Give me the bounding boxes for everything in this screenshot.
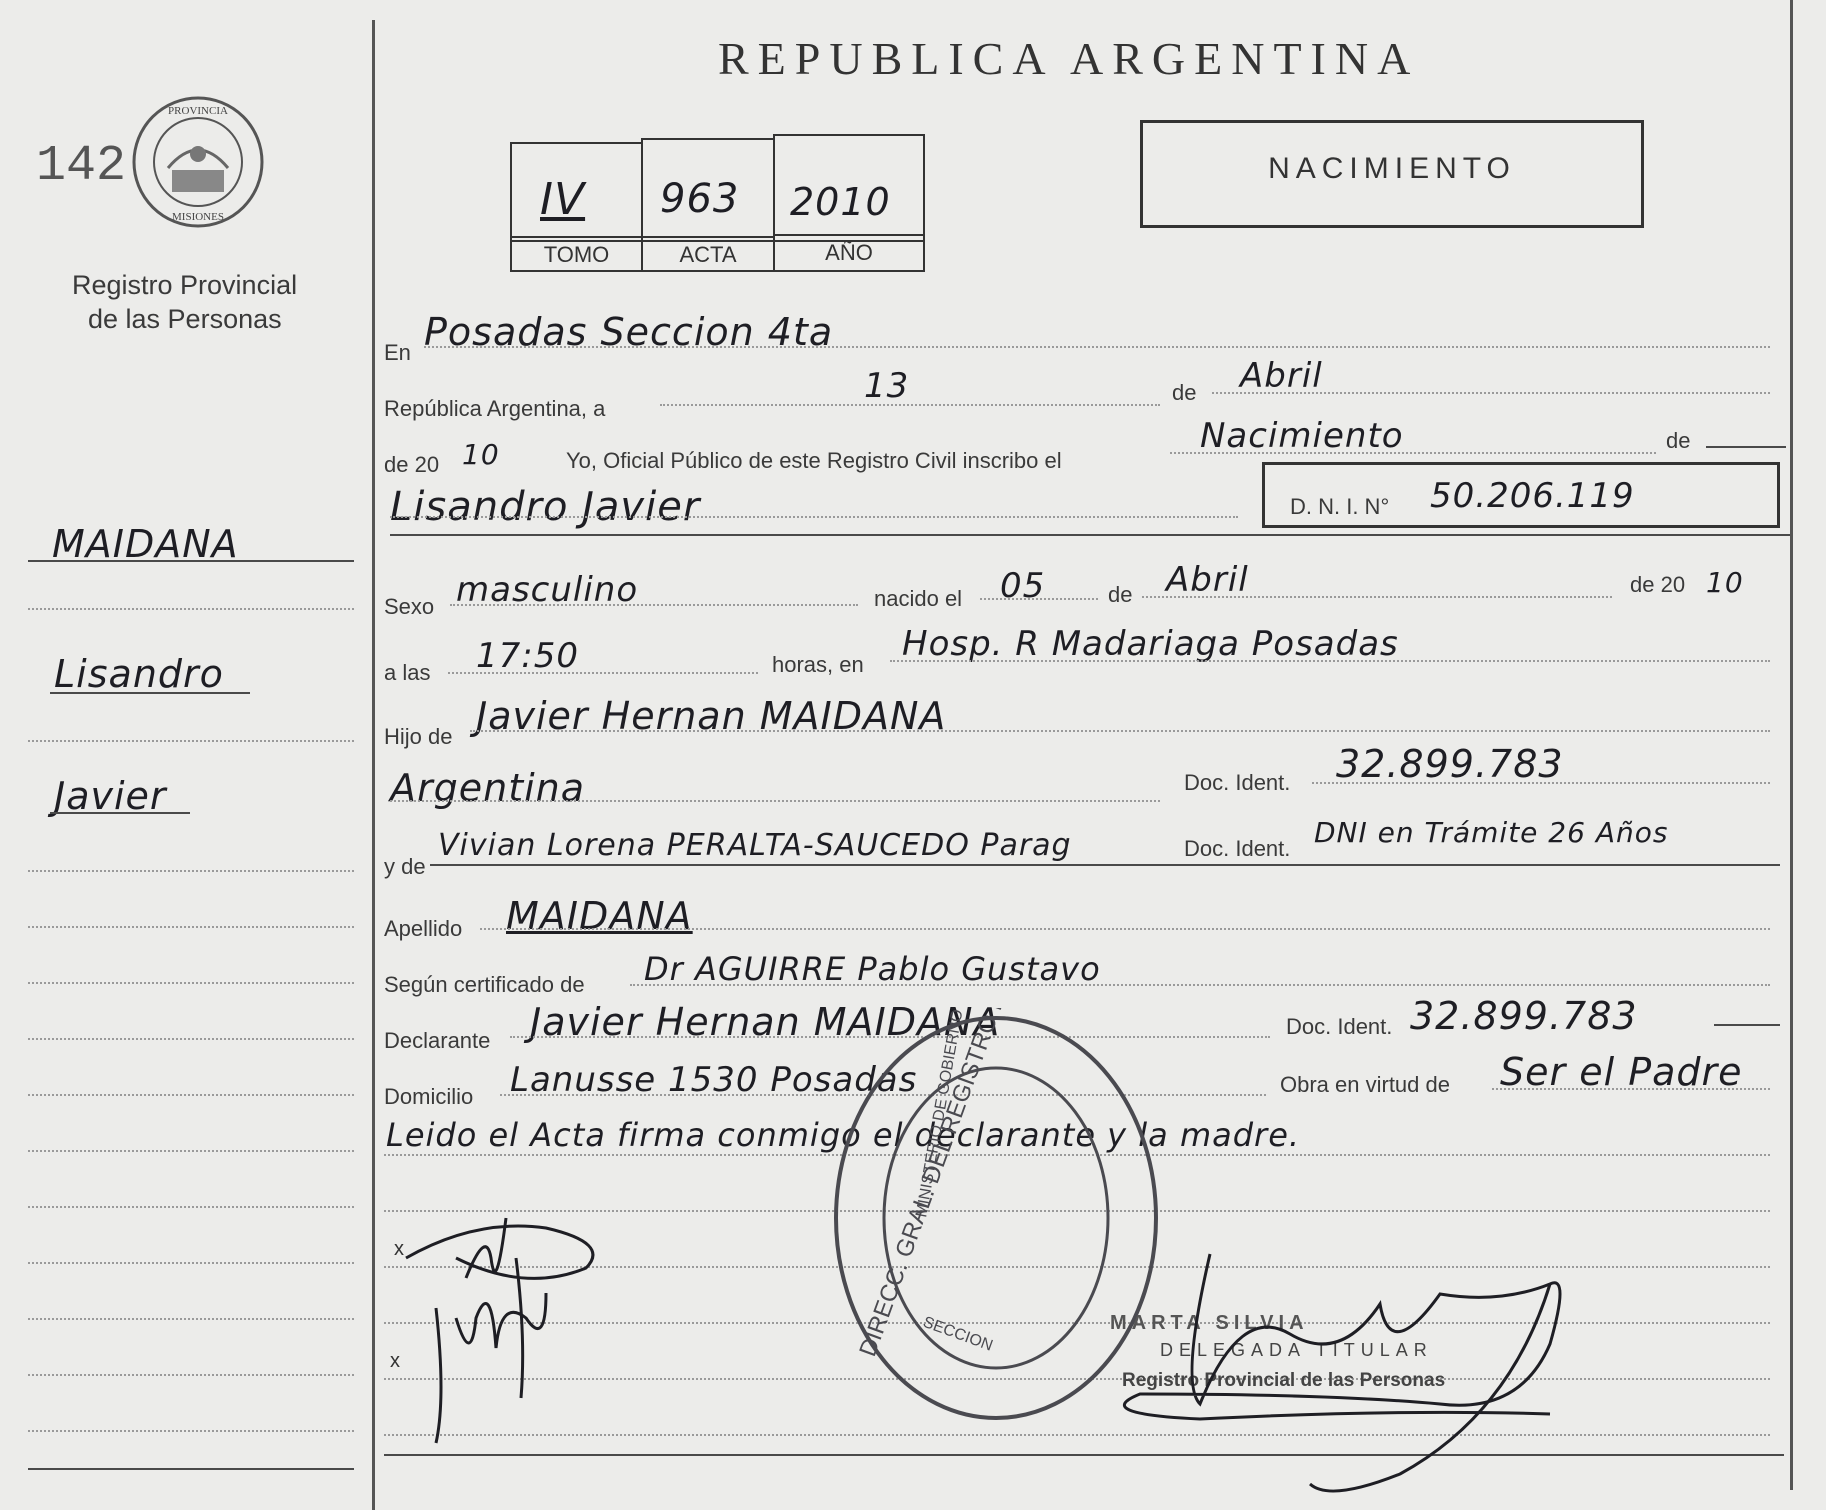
label-y-de: y de [384, 854, 426, 879]
birth-month-value: Abril [1166, 560, 1249, 600]
label-apellido: Apellido [384, 916, 463, 941]
label-yo-oficial: Yo, Oficial Público de este Registro Civil inscribo el [566, 448, 1062, 473]
official-title: DELEGADA TITULAR [1160, 1340, 1433, 1360]
anio-value: 2010 [790, 180, 891, 224]
label-doc-ident-3: Doc. Ident. [1286, 1014, 1393, 1039]
label-domicilio: Domicilio [384, 1084, 474, 1109]
registry-name-line2: de las Personas [88, 304, 282, 334]
birth-day-value: 05 [1000, 566, 1046, 606]
day-value: 13 [864, 366, 910, 406]
doctor-value: Dr AGUIRRE Pablo Gustavo [644, 950, 1101, 988]
acta-value: 963 [660, 176, 740, 222]
margin-second-name: Javier [54, 774, 167, 818]
act-value: Nacimiento [1200, 416, 1404, 456]
year-suffix-value: 10 [462, 438, 500, 471]
dni-value: 50.206.119 [1430, 476, 1635, 516]
label-republica: República Argentina, a [384, 396, 606, 421]
signature-mark-2: x [390, 1350, 400, 1372]
label-hijo: Hijo de [384, 724, 453, 749]
label-nacido: nacido el [874, 586, 963, 611]
official-signature [1080, 1244, 1640, 1502]
acta-label: ACTA [679, 242, 737, 267]
label-doc-ident-2: Doc. Ident. [1184, 836, 1291, 861]
official-name: MARTA SILVIA [1110, 1312, 1309, 1334]
label-a-las: a las [384, 660, 431, 685]
label-en: En [384, 340, 411, 365]
label-obra: Obra en virtud de [1280, 1072, 1450, 1097]
father-value: Javier Hernan MAIDANA [476, 694, 947, 738]
tomo-value: IV [540, 174, 586, 225]
father-doc-value: 32.899.783 [1336, 742, 1564, 786]
anio-label: AÑO [825, 240, 873, 265]
birth-place-value: Hosp. R Madariaga Posadas [902, 624, 1399, 664]
signature-mark-1: x [394, 1238, 404, 1260]
seal-text-top: PROVINCIA [168, 105, 228, 117]
label-horas: horas, en [772, 652, 864, 677]
mother-value: Vivian Lorena PERALTA-SAUCEDO Parag [438, 828, 1072, 863]
surname-value: MAIDANA [506, 894, 693, 938]
stamp-inner-text: MINISTERIO DE GOBIERNO [913, 1008, 967, 1219]
closing-value: Leido el Acta firma conmigo el declarante y la madre. [386, 1116, 1301, 1154]
seal-text-bottom: MISIONES [172, 211, 224, 223]
label-dni: D. N. I. N° [1290, 494, 1390, 519]
birth-year-value: 10 [1706, 566, 1744, 599]
country-title: REPUBLICA ARGENTINA [718, 33, 1420, 84]
month-value: Abril [1240, 356, 1323, 396]
label-de-3: de [1108, 582, 1133, 607]
page-number: 142 [36, 138, 127, 195]
stamp-sec-text: SECCION [920, 1313, 995, 1355]
label-declarante: Declarante [384, 1028, 491, 1053]
label-de20: de 20 [384, 452, 440, 477]
label-segun: Según certificado de [384, 972, 585, 997]
label-doc-ident-1: Doc. Ident. [1184, 770, 1291, 795]
label-de: de [1172, 380, 1197, 405]
declarant-value: Javier Hernan MAIDANA [530, 1000, 1001, 1044]
address-value: Lanusse 1530 Posadas [510, 1060, 918, 1100]
declarant-signature [396, 1198, 656, 1458]
province-seal [128, 92, 268, 232]
place-value: Posadas Seccion 4ta [424, 310, 834, 354]
label-sexo: Sexo [384, 594, 435, 619]
official-registry: Registro Provincial de las Personas [1122, 1370, 1446, 1391]
person-name-value: Lisandro Javier [390, 484, 701, 530]
tomo-label: TOMO [543, 242, 610, 267]
sex-value: masculino [456, 570, 639, 610]
registry-name-line1: Registro Provincial [72, 270, 298, 300]
father-nationality-value: Argentina [390, 766, 586, 810]
reason-value: Ser el Padre [1500, 1050, 1743, 1094]
mother-doc-value: DNI en Trámite 26 Años [1314, 816, 1669, 849]
margin-first-name: Lisandro [54, 652, 224, 696]
time-value: 17:50 [476, 636, 579, 676]
label-de-20-b: de 20 [1630, 572, 1686, 597]
act-type: NACIMIENTO [1268, 152, 1516, 185]
label-de-2: de [1666, 428, 1691, 453]
margin-surname: MAIDANA [52, 522, 239, 566]
declarant-doc-value: 32.899.783 [1410, 994, 1638, 1038]
